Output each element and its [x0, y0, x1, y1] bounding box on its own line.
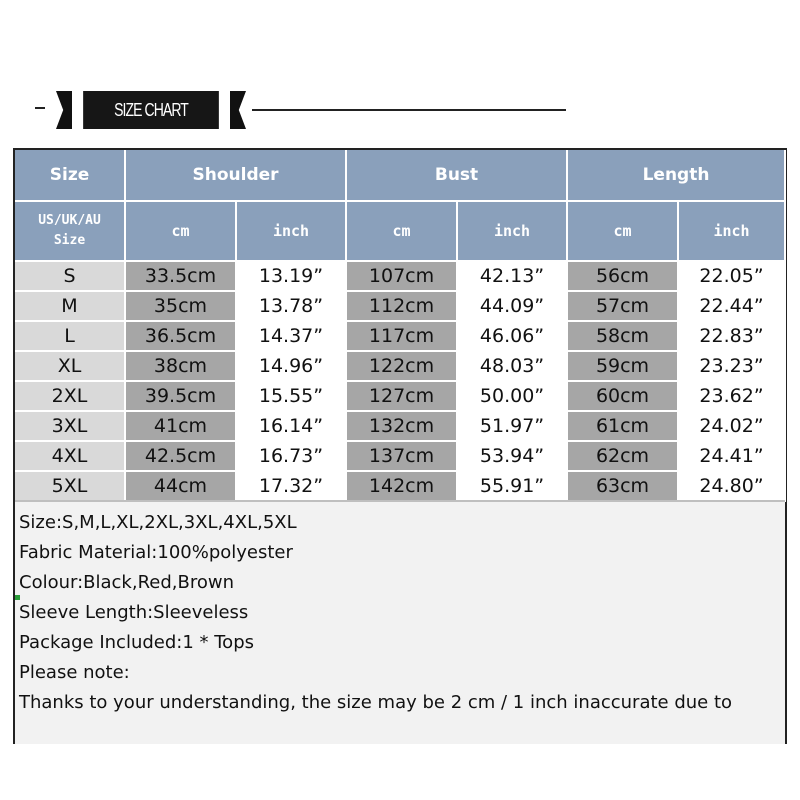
info-sizes: Size:S,M,L,XL,2XL,3XL,4XL,5XL: [19, 512, 297, 533]
bust-cm-cell: 107cm: [346, 261, 457, 291]
shoulder-cm-cell: 39.5cm: [125, 381, 236, 411]
bust-inch-cell: 55.91”: [457, 471, 567, 501]
size-table-body: [15, 261, 785, 501]
table-row: [15, 441, 785, 471]
table-row: [15, 261, 785, 291]
size-cell: M: [15, 291, 125, 321]
bust-inch-cell: 42.13”: [457, 261, 567, 291]
info-sleeve: Sleeve Length:Sleeveless: [19, 602, 249, 623]
bust-cm-cell: 117cm: [346, 321, 457, 351]
shoulder-inch-cell: 17.32”: [236, 471, 346, 501]
shoulder-inch-cell: 14.96”: [236, 351, 346, 381]
bust-inch-cell: 51.97”: [457, 411, 567, 441]
length-inch-cell: 24.41”: [678, 441, 785, 471]
length-inch-cell: 23.62”: [678, 381, 785, 411]
ribbon-tail-right: [230, 91, 246, 129]
shoulder-cm-cell: 35cm: [125, 291, 236, 321]
unit-header: inch: [457, 201, 567, 261]
header-size-region: [15, 201, 125, 261]
unit-header: cm: [125, 201, 236, 261]
size-region-label: US/UK/AU: [38, 213, 101, 228]
length-cm-cell: 56cm: [567, 261, 678, 291]
bust-inch-cell: 46.06”: [457, 321, 567, 351]
header-bust: Bust: [346, 150, 567, 201]
size-cell: XL: [15, 351, 125, 381]
group-header-row: [15, 150, 785, 201]
length-cm-cell: 60cm: [567, 381, 678, 411]
info-note-text: Thanks to your understanding, the size may be 2 cm / 1 inch inaccurate due to: [19, 692, 733, 713]
size-cell: 3XL: [15, 411, 125, 441]
shoulder-inch-cell: 16.14”: [236, 411, 346, 441]
unit-header: inch: [678, 201, 785, 261]
length-cm-cell: 62cm: [567, 441, 678, 471]
unit-header: cm: [567, 201, 678, 261]
shoulder-inch-cell: 16.73”: [236, 441, 346, 471]
length-inch-cell: 24.02”: [678, 411, 785, 441]
bust-cm-cell: 142cm: [346, 471, 457, 501]
bust-inch-cell: 44.09”: [457, 291, 567, 321]
length-cm-cell: 58cm: [567, 321, 678, 351]
info-note-heading: Please note:: [19, 662, 130, 683]
shoulder-inch-cell: 13.19”: [236, 261, 346, 291]
bust-cm-cell: 122cm: [346, 351, 457, 381]
info-package: Package Included:1 * Tops: [19, 632, 254, 653]
length-inch-cell: 24.80”: [678, 471, 785, 501]
shoulder-cm-cell: 41cm: [125, 411, 236, 441]
header-size: Size: [15, 150, 125, 201]
shoulder-cm-cell: 33.5cm: [125, 261, 236, 291]
ribbon-tail-left: [56, 91, 72, 129]
size-cell: L: [15, 321, 125, 351]
product-info: [15, 500, 785, 744]
banner-ribbon: [56, 91, 246, 129]
shoulder-cm-cell: 42.5cm: [125, 441, 236, 471]
table-row: [15, 411, 785, 441]
header-length: Length: [567, 150, 785, 201]
banner: [0, 0, 800, 150]
size-table: [15, 150, 786, 502]
bust-cm-cell: 137cm: [346, 441, 457, 471]
table-row: [15, 471, 785, 501]
length-cm-cell: 59cm: [567, 351, 678, 381]
info-colour: Colour:Black,Red,Brown: [19, 572, 234, 593]
bust-inch-cell: 50.00”: [457, 381, 567, 411]
table-row: [15, 291, 785, 321]
shoulder-cm-cell: 44cm: [125, 471, 236, 501]
bust-cm-cell: 132cm: [346, 411, 457, 441]
unit-header: cm: [346, 201, 457, 261]
unit-header-row: [15, 201, 785, 261]
banner-rule: [252, 109, 566, 111]
size-cell: S: [15, 261, 125, 291]
table-row: [15, 351, 785, 381]
length-cm-cell: 61cm: [567, 411, 678, 441]
length-cm-cell: 57cm: [567, 291, 678, 321]
shoulder-inch-cell: 15.55”: [236, 381, 346, 411]
size-region-sublabel: Size: [53, 233, 86, 248]
table-row: [15, 381, 785, 411]
info-fabric: Fabric Material:100%polyester: [19, 542, 293, 563]
shoulder-cm-cell: 38cm: [125, 351, 236, 381]
bust-cm-cell: 127cm: [346, 381, 457, 411]
shoulder-inch-cell: 14.37”: [236, 321, 346, 351]
shoulder-cm-cell: 36.5cm: [125, 321, 236, 351]
size-cell: 2XL: [15, 381, 125, 411]
table-row: [15, 321, 785, 351]
length-inch-cell: 22.83”: [678, 321, 785, 351]
bust-cm-cell: 112cm: [346, 291, 457, 321]
bust-inch-cell: 48.03”: [457, 351, 567, 381]
length-inch-cell: 22.05”: [678, 261, 785, 291]
banner-dash: [35, 107, 45, 109]
size-chart-frame: [13, 148, 787, 744]
length-inch-cell: 22.44”: [678, 291, 785, 321]
header-shoulder: Shoulder: [125, 150, 346, 201]
length-inch-cell: 23.23”: [678, 351, 785, 381]
bust-inch-cell: 53.94”: [457, 441, 567, 471]
shoulder-inch-cell: 13.78”: [236, 291, 346, 321]
size-cell: 4XL: [15, 441, 125, 471]
length-cm-cell: 63cm: [567, 471, 678, 501]
unit-header: inch: [236, 201, 346, 261]
banner-title: SIZE CHART: [83, 91, 219, 129]
size-cell: 5XL: [15, 471, 125, 501]
